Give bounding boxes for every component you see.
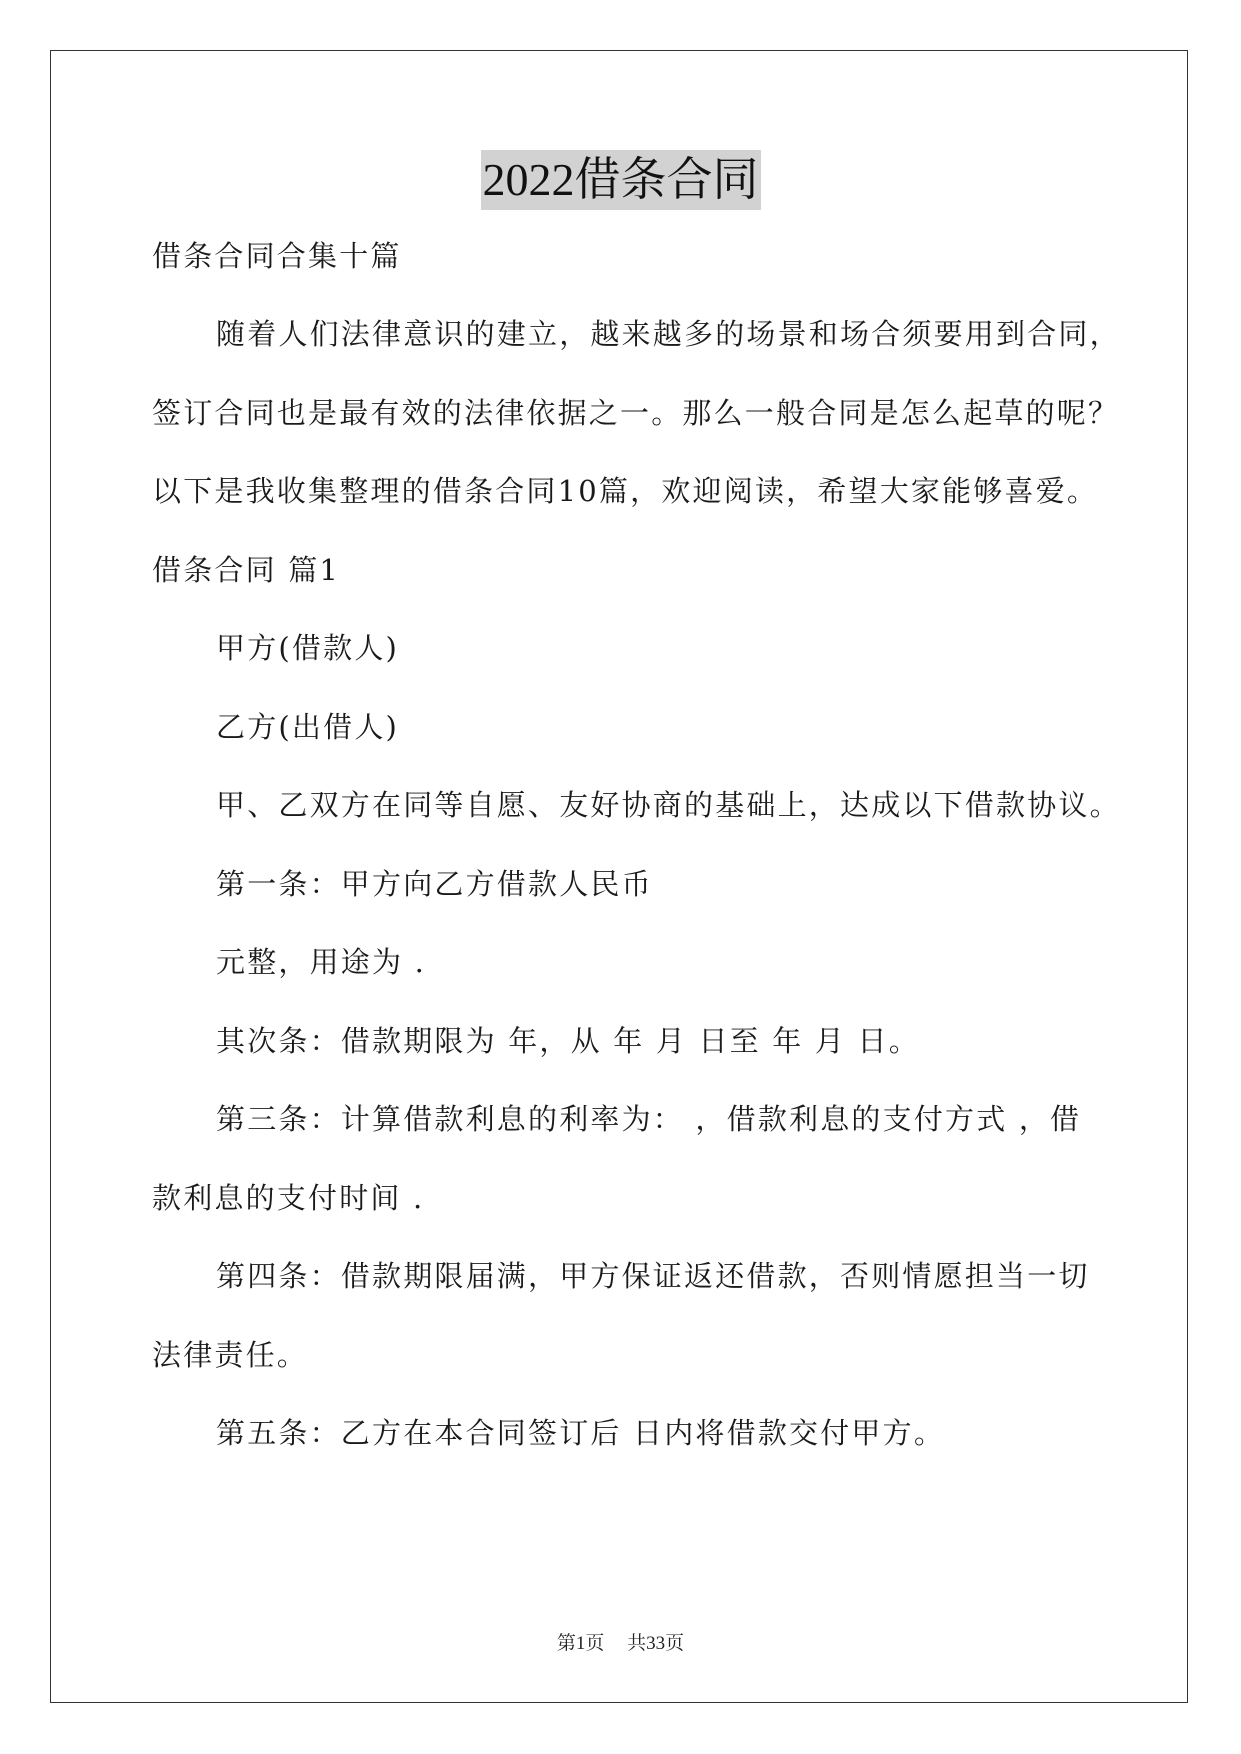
section-heading: 借条合同 篇1 bbox=[152, 553, 341, 587]
text-line: 乙方(出借人) bbox=[216, 710, 400, 744]
text-line: 第一条：甲方向乙方借款人民币 bbox=[216, 867, 653, 901]
text-line: 甲方(借款人) bbox=[216, 631, 400, 665]
text-line: 其次条：借款期限为 年，从 年 月 日至 年 月 日。 bbox=[216, 1024, 920, 1058]
page-footer bbox=[0, 1628, 1241, 1655]
text-line: 借条合同合集十篇 bbox=[152, 239, 402, 273]
page-number: 第1页 bbox=[556, 1633, 605, 1654]
text-line: 签订合同也是最有效的法律依据之一。那么一般合同是怎么起草的呢？ bbox=[152, 396, 1120, 430]
text-line: 甲、乙双方在同等自愿、友好协商的基础上，达成以下借款协议。 bbox=[216, 788, 1121, 822]
text-line: 法律责任。 bbox=[152, 1338, 309, 1372]
text-line: 第四条：借款期限届满，甲方保证返还借款，否则情愿担当一切 bbox=[216, 1259, 1090, 1293]
text-line: 款利息的支付时间 . bbox=[152, 1181, 425, 1215]
text-line: 第三条：计算借款利息的利率为： ，借款利息的支付方式 ，借 bbox=[216, 1102, 1082, 1136]
text-line: 第五条：乙方在本合同签订后 日内将借款交付甲方。 bbox=[216, 1416, 946, 1450]
total-pages: 共33页 bbox=[627, 1633, 685, 1654]
text-line: 随着人们法律意识的建立，越来越多的场景和场合须要用到合同， bbox=[216, 317, 1121, 351]
title-container bbox=[0, 150, 1241, 210]
document-title: 2022借条合同 bbox=[481, 150, 761, 210]
text-line: 元整，用途为 . bbox=[216, 945, 427, 979]
text-line: 以下是我收集整理的借条合同10篇，欢迎阅读，希望大家能够喜爱。 bbox=[152, 474, 1099, 508]
